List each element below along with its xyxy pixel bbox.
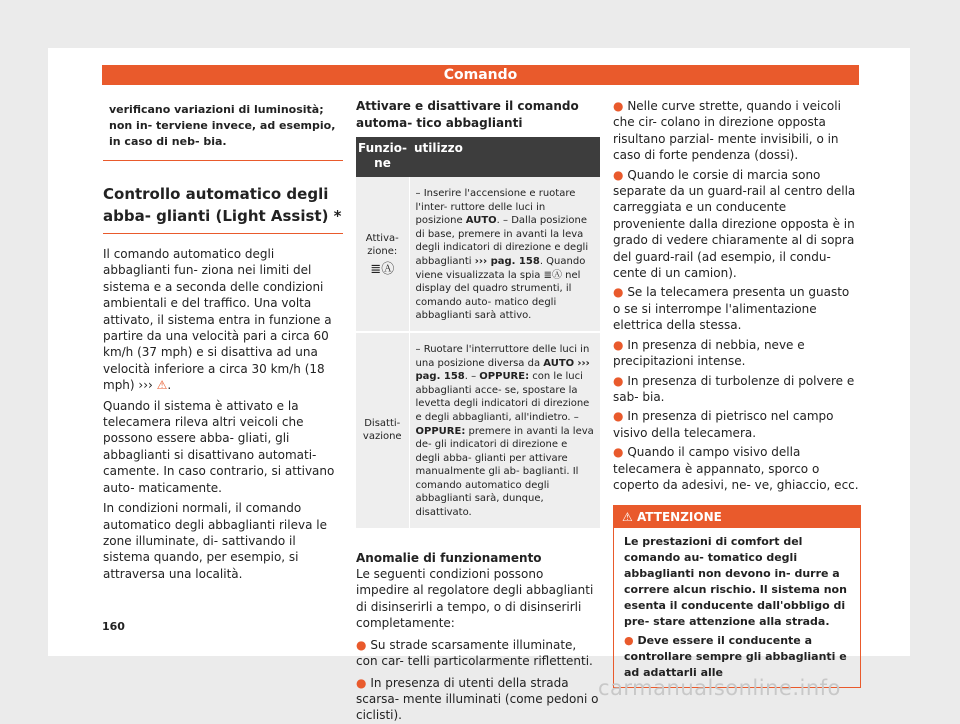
table-header-row xyxy=(356,137,600,177)
warning-triangle-icon: ⚠ xyxy=(156,378,168,393)
table-header-use: utilizzo xyxy=(409,137,600,177)
warning-header: ⚠ ATTENZIONE xyxy=(614,506,860,528)
list-item: ● Su strade scarsamente illuminate, con car- telli particolarmente riflettenti. xyxy=(356,637,593,669)
section-heading: Controllo automatico degli abba- glianti (Light Assist) * xyxy=(103,183,343,234)
paragraph: Le seguenti condizioni possono impedire al regolatore degli abbaglianti di disinserirli a tempo, o di disinserirli completamente: xyxy=(356,567,594,631)
table-row xyxy=(356,332,600,529)
bullet-icon: ● xyxy=(613,445,624,460)
section-header: Comando xyxy=(102,65,859,85)
paragraph: Il comando automatico degli abbaglianti fun- ziona nei limiti del sistema e a seconda delle condizioni ambientali e del traffico. Una volta attivato, il sistema entra in funzione a partire da una velocità pari a circa 60 km/h (37 mph) e si disattiva ad una velocità inferiore a circa 30 km/h (18 mph) ››› ⚠. xyxy=(103,247,332,393)
intro-text: verificano variazioni di luminosità; non in- terviene invece, ad esempio, in caso di neb- bia. xyxy=(103,102,343,161)
watermark: carmanualsonline.info xyxy=(598,676,841,700)
table-title: Attivare e disattivare il comando automa- tico abbaglianti xyxy=(356,99,579,130)
table-cell-function: Attiva- zione: ≣Ⓐ xyxy=(356,177,409,332)
table-cell-use: – Inserire l'accensione e ruotare l'inter- ruttore delle luci in posizione AUTO. – Dalla posizione di base, premere in avanti la leva degli indicatori di direzione e degli abbaglianti ››› pag. 158. Quando viene visualizzata la spia ≣Ⓐ nel display del quadro strumenti, il comando auto- matico degli abbaglianti sarà attivo. xyxy=(409,177,600,332)
column-left xyxy=(103,98,343,582)
warning-list-item: ● Deve essere il conducente a controllare sempre gli abbaglianti e ad adattarli alle xyxy=(624,634,847,680)
bullet-icon: ● xyxy=(613,167,624,182)
bullet-icon: ● xyxy=(356,675,367,690)
column-right xyxy=(613,98,859,688)
list-item: ● In presenza di utenti della strada scarsa- mente illuminati (come pedoni o ciclisti). xyxy=(356,675,599,723)
activation-table xyxy=(356,137,600,530)
list-item: ● In presenza di turbolenze di polvere e sab- bia. xyxy=(613,373,855,404)
page-number: 160 xyxy=(102,620,125,633)
list-item: ● Se la telecamera presenta un guasto o se si interrompe l'alimentazione elettrica della stessa. xyxy=(613,285,850,333)
table-header-function: Funzio- ne xyxy=(356,137,409,177)
warning-body: Le prestazioni di comfort del comando au- tomatico degli abbaglianti non devono in- durre a correre alcun rischio. Il sistema non esenta il conducente dall'obbligo di pre- stare attenzione alla strada. ● Deve essere il conducente a controllare sempre gli abbaglianti e ad adattarli alle xyxy=(614,528,860,687)
table-row xyxy=(356,177,600,332)
bullet-icon: ● xyxy=(613,99,624,113)
bullet-icon: ● xyxy=(356,637,367,652)
bullet-icon: ● xyxy=(613,409,624,424)
bullet-icon: ● xyxy=(613,285,624,300)
table-cell-use: – Ruotare l'interruttore delle luci in una posizione diversa da AUTO ››› pag. 158. – OPPURE: con le luci abbaglianti acce- se, spostare la levetta degli indicatori di direzione e degli abbaglianti, all'indietro. – OPPURE: premere in avanti la leva de- gli indicatori di direzione e degli abba- glianti per attivare manualmente gli ab- baglianti. Il comando automatico degli abbaglianti sarà, dunque, disattivato. xyxy=(409,332,600,529)
list-item: ● Quando il campo visivo della telecamera è appannato, sporco o coperto da adesivi, ne- ve, ghiaccio, ecc. xyxy=(613,445,859,492)
list-item: ● Quando le corsie di marcia sono separate da un guard-rail al centro della carreggiata e un conducente proveniente dalla direzione opposta è in grado di vedere chiaramente al di sopra del guard-rail (ad esempio, il condu- cente di un camion). xyxy=(613,167,856,281)
subheading: Anomalie di funzionamento xyxy=(356,550,542,565)
paragraph: In condizioni normali, il comando automatico degli abbaglianti rileva le zone illuminate, di- sattivando il sistema quando, per esempio, si attraversa una località. xyxy=(103,501,327,581)
list-item: ● In presenza di nebbia, neve e precipitazioni intense. xyxy=(613,337,805,369)
bullet-icon: ● xyxy=(624,634,634,648)
paragraph: Quando il sistema è attivato e la telecamera rileva altri veicoli che possono essere abba- gliati, gli abbaglianti si disattivano automati- camente. In caso contrario, si attivano auto- maticamente. xyxy=(103,398,335,495)
list-item: ● In presenza di pietrisco nel campo visivo della telecamera. xyxy=(613,409,834,440)
column-middle xyxy=(356,98,600,724)
warning-triangle-icon: ⚠ xyxy=(622,510,633,525)
bullet-icon: ● xyxy=(613,373,624,388)
warning-box xyxy=(613,505,861,688)
high-beam-indicator-icon: ≣Ⓐ xyxy=(543,269,562,281)
high-beam-assist-icon: ≣Ⓐ xyxy=(370,261,395,277)
bullet-icon: ● xyxy=(613,337,624,352)
list-item: ● Nelle curve strette, quando i veicoli che cir- colano in direzione opposta risultano parzial- mente invisibili, o in caso di forte pendenza (dossi). xyxy=(613,99,841,163)
table-cell-function: Disatti- vazione xyxy=(356,332,409,529)
